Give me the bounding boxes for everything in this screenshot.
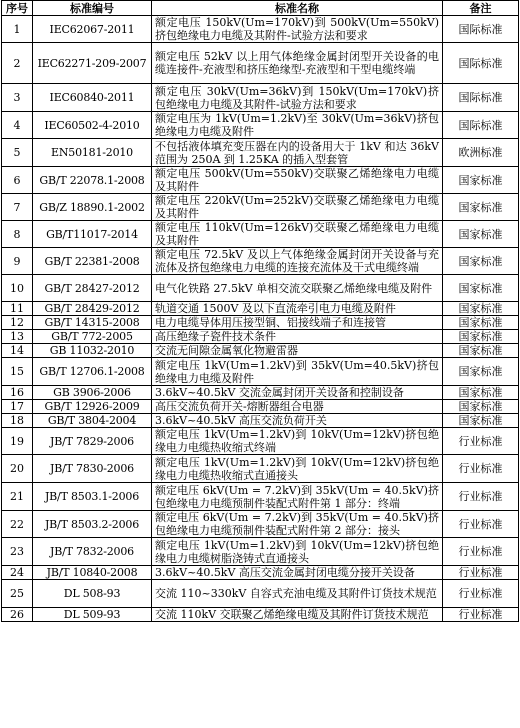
standard-name: 3.6kV~40.5kV 高压交流负荷开关 [152, 414, 443, 428]
standard-category: 国家标准 [443, 221, 519, 248]
standard-code: JB/T 10840-2008 [33, 566, 152, 580]
standard-code: IEC62271-209-2007 [33, 43, 152, 84]
table-row [2, 139, 519, 167]
standard-name: 额定电压 220kV(Um=252kV)交联聚乙烯绝缘电力电缆及其附件 [152, 194, 443, 221]
standard-code: JB/T 8503.1-2006 [33, 483, 152, 511]
standard-code: GB/T 772-2005 [33, 330, 152, 344]
standard-name: 电气化铁路 27.5kV 单相交流交联聚乙烯绝缘电缆及附件 [152, 275, 443, 302]
table-row [2, 400, 519, 414]
standard-code: GB/Z 18890.1-2002 [33, 194, 152, 221]
standard-code: GB 11032-2010 [33, 344, 152, 358]
table-row [2, 566, 519, 580]
row-number: 15 [2, 358, 33, 386]
row-number: 21 [2, 483, 33, 511]
table-row [2, 414, 519, 428]
standard-name: 高压交流负荷开关-熔断器组合电器 [152, 400, 443, 414]
standard-category: 国际标准 [443, 43, 519, 84]
standard-name: 不包括液体填充变压器在内的设备用大于 1kV 和达 36kV 范围为 250A 到 1.25KA 的插入型套管 [152, 139, 443, 167]
table-row [2, 483, 519, 511]
standard-name: 3.6kV~40.5kV 高压交流金属封闭电缆分接开关设备 [152, 566, 443, 580]
table-row [2, 112, 519, 139]
row-number: 8 [2, 221, 33, 248]
table-row [2, 248, 519, 275]
table-row [2, 330, 519, 344]
table-row [2, 428, 519, 455]
table-row [2, 16, 519, 43]
table-row [2, 84, 519, 112]
row-number: 14 [2, 344, 33, 358]
row-number: 11 [2, 302, 33, 316]
row-number: 1 [2, 16, 33, 43]
row-number: 24 [2, 566, 33, 580]
standard-category: 国际标准 [443, 84, 519, 112]
standard-name: 额定电压 1kV(Um=1.2kV)到 10kV(Um=12kV)挤包绝缘电力电缆热收缩式直通接头 [152, 455, 443, 483]
standard-category: 行业标准 [443, 455, 519, 483]
standard-category: 国家标准 [443, 194, 519, 221]
standard-category: 国家标准 [443, 275, 519, 302]
standard-name: 高压绝缘子瓷件技术条件 [152, 330, 443, 344]
standard-name: 额定电压 1kV(Um=1.2kV)到 10kV(Um=12kV)挤包绝缘电力电缆树脂浇铸式直通接头 [152, 538, 443, 566]
standard-category: 国家标准 [443, 386, 519, 400]
table-row [2, 511, 519, 538]
table-row [2, 316, 519, 330]
standard-code: GB/T 28427-2012 [33, 275, 152, 302]
standard-code: JB/T 8503.2-2006 [33, 511, 152, 538]
row-number: 6 [2, 167, 33, 194]
standard-category: 行业标准 [443, 511, 519, 538]
row-number: 17 [2, 400, 33, 414]
row-number: 2 [2, 43, 33, 84]
standard-code: DL 509-93 [33, 608, 152, 622]
standard-category: 国家标准 [443, 414, 519, 428]
standard-category: 行业标准 [443, 608, 519, 622]
standard-category: 行业标准 [443, 566, 519, 580]
standard-category: 行业标准 [443, 428, 519, 455]
table-row [2, 43, 519, 84]
table-row [2, 344, 519, 358]
standard-code: DL 508-93 [33, 580, 152, 608]
standard-code: JB/T 7832-2006 [33, 538, 152, 566]
table-row [2, 302, 519, 316]
table-row [2, 580, 519, 608]
standard-category: 行业标准 [443, 483, 519, 511]
standard-name: 3.6kV~40.5kV 交流金属封闭开关设备和控制设备 [152, 386, 443, 400]
table-row [2, 194, 519, 221]
standard-code: IEC60840-2011 [33, 84, 152, 112]
table-row [2, 608, 519, 622]
standard-name: 交流 110~330kV 自容式充油电缆及其附件订货技术规范 [152, 580, 443, 608]
standard-code: GB/T 22381-2008 [33, 248, 152, 275]
standard-category: 国家标准 [443, 302, 519, 316]
header-code: 标准编号 [33, 1, 152, 16]
row-number: 4 [2, 112, 33, 139]
standard-category: 国际标准 [443, 112, 519, 139]
standard-code: GB/T 12706.1-2008 [33, 358, 152, 386]
row-number: 9 [2, 248, 33, 275]
standard-category: 国家标准 [443, 316, 519, 330]
standard-code: JB/T 7829-2006 [33, 428, 152, 455]
table-body [2, 16, 519, 622]
table-row [2, 386, 519, 400]
row-number: 22 [2, 511, 33, 538]
standard-category: 国际标准 [443, 16, 519, 43]
row-number: 25 [2, 580, 33, 608]
standard-code: GB/T11017-2014 [33, 221, 152, 248]
row-number: 12 [2, 316, 33, 330]
row-number: 5 [2, 139, 33, 167]
standard-code: GB/T 14315-2008 [33, 316, 152, 330]
table-row [2, 275, 519, 302]
standard-name: 额定电压为 1kV(Um=1.2kV)至 30kV(Um=36kV)挤包绝缘电力电缆及附件 [152, 112, 443, 139]
row-number: 18 [2, 414, 33, 428]
standard-name: 交流无间隙金属氧化物避雷器 [152, 344, 443, 358]
standard-code: GB/T 22078.1-2008 [33, 167, 152, 194]
table-row [2, 221, 519, 248]
standard-category: 国家标准 [443, 167, 519, 194]
header-no: 序号 [2, 1, 33, 16]
standard-code: IEC60502-4-2010 [33, 112, 152, 139]
standard-category: 行业标准 [443, 538, 519, 566]
table-row [2, 358, 519, 386]
row-number: 20 [2, 455, 33, 483]
row-number: 16 [2, 386, 33, 400]
standard-name: 额定电压 1kV(Um=1.2kV)到 10kV(Um=12kV)挤包绝缘电力电缆热收缩式终端 [152, 428, 443, 455]
standard-name: 额定电压 1kV(Um=1.2kV)到 35kV(Um=40.5kV)挤包绝缘电力电缆及附件 [152, 358, 443, 386]
standard-code: GB 3906-2006 [33, 386, 152, 400]
row-number: 7 [2, 194, 33, 221]
standard-category: 国家标准 [443, 330, 519, 344]
standard-name: 交流 110kV 交联聚乙烯绝缘电缆及其附件订货技术规范 [152, 608, 443, 622]
table-row [2, 538, 519, 566]
standard-code: EN50181-2010 [33, 139, 152, 167]
standard-name: 额定电压 150kV(Um=170kV)到 500kV(Um=550kV)挤包绝缘电力电缆及其附件-试验方法和要求 [152, 16, 443, 43]
standards-table [1, 0, 519, 622]
standard-code: IEC62067-2011 [33, 16, 152, 43]
standard-code: GB/T 28429-2012 [33, 302, 152, 316]
row-number: 3 [2, 84, 33, 112]
row-number: 26 [2, 608, 33, 622]
standard-category: 国家标准 [443, 248, 519, 275]
standard-name: 额定电压 6kV(Um = 7.2kV)到 35kV(Um = 40.5kV)挤包绝缘电力电缆预制件装配式附件第 1 部分：终端 [152, 483, 443, 511]
standard-name: 额定电压 500kV(Um=550kV)交联聚乙烯绝缘电力电缆及其附件 [152, 167, 443, 194]
standard-name: 额定电压 110kV(Um=126kV)交联聚乙烯绝缘电力电缆及其附件 [152, 221, 443, 248]
header-note: 备注 [443, 1, 519, 16]
standard-code: GB/T 3804-2004 [33, 414, 152, 428]
table-row [2, 455, 519, 483]
row-number: 13 [2, 330, 33, 344]
standard-name: 轨道交通 1500V 及以下直流牵引电力电缆及附件 [152, 302, 443, 316]
header-name: 标准名称 [152, 1, 443, 16]
standard-category: 行业标准 [443, 580, 519, 608]
standard-name: 额定电压 30kV(Um=36kV)到 150kV(Um=170kV)挤包绝缘电力电缆及其附件-试验方法和要求 [152, 84, 443, 112]
table-row [2, 167, 519, 194]
row-number: 23 [2, 538, 33, 566]
header-row [2, 1, 519, 16]
standard-category: 国家标准 [443, 344, 519, 358]
standard-category: 国家标准 [443, 400, 519, 414]
standard-category: 欧洲标准 [443, 139, 519, 167]
standard-name: 额定电压 52kV 以上用气体绝缘金属封闭型开关设备的电缆连接件-充液型和挤压绝缘型-充液型和干型电缆终端 [152, 43, 443, 84]
standard-code: GB/T 12926-2009 [33, 400, 152, 414]
row-number: 10 [2, 275, 33, 302]
standard-category: 国家标准 [443, 358, 519, 386]
standard-name: 电力电缆导体用压接型铜、铝接线端子和连接管 [152, 316, 443, 330]
row-number: 19 [2, 428, 33, 455]
standard-name: 额定电压 6kV(Um = 7.2kV)到 35kV(Um = 40.5kV)挤包绝缘电力电缆预制件装配式附件第 2 部分：接头 [152, 511, 443, 538]
standard-name: 额定电压 72.5kV 及以上气体绝缘金属封闭开关设备与充流体及挤包绝缘电力电缆的连接充流体及干式电缆终端 [152, 248, 443, 275]
standard-code: JB/T 7830-2006 [33, 455, 152, 483]
